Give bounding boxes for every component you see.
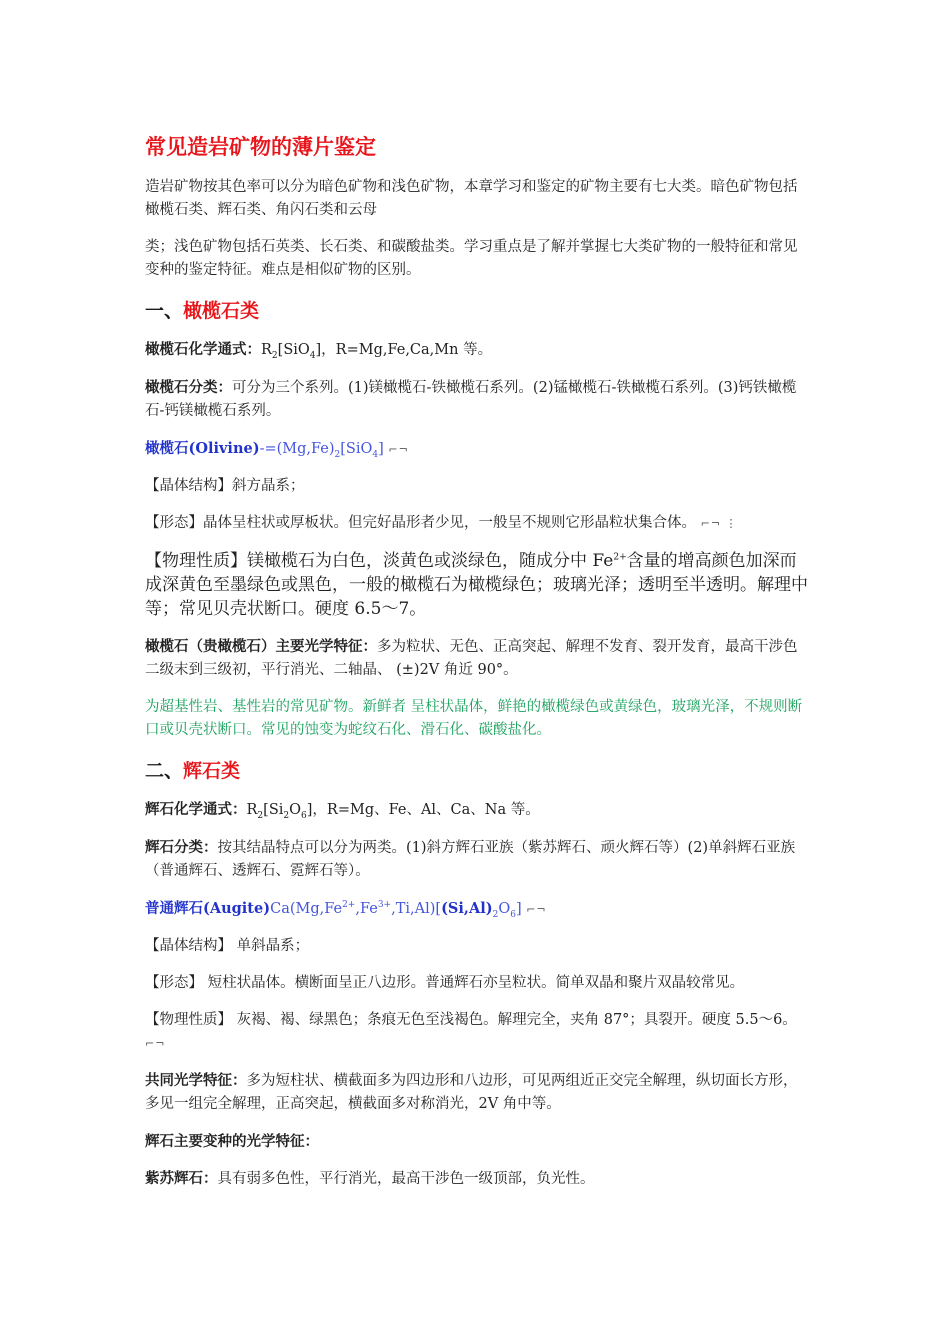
paragraph-mark-icon: ⌐¬ <box>526 903 547 916</box>
paragraph-mark-icon: ⌐¬ ⋮ <box>700 517 738 530</box>
section-number: 一、 <box>145 300 184 322</box>
section-title: 辉石类 <box>183 760 241 782</box>
paragraph-mark-icon: ⌐¬ <box>145 1037 166 1050</box>
olivine-physical: 【物理性质】镁橄榄石为白色，淡黄色或淡绿色，随成分中 $Fe^{2+}$含量的增高颜色加深而成深黄色至墨绿色或黑色，一般的橄榄石为橄榄绿色；玻璃光泽；透明至半透明。解理中等；常见贝壳状断口。硬度 6.5～7。 <box>145 551 808 619</box>
augite-form: 【形态】 短柱状晶体。横断面呈正八边形。普通辉石亦呈粒状。简单双晶和聚片双晶较常见。 <box>145 975 745 991</box>
olivine-form: 【形态】晶体呈柱状或厚板状。但完好晶形者少见，一般呈不规则它形晶粒状集合体。 ⌐¬ ⋮ <box>145 515 738 531</box>
section-title: 橄榄石类 <box>183 300 260 322</box>
augite-physical: 【物理性质】 灰褐、褐、绿黑色；条痕无色至浅褐色。解理完全，夹角 87°；具裂开。硬度 5.5～6。 ⌐¬ <box>145 1012 797 1050</box>
olivine-name-formula: $-=(Mg,Fe)_2[SiO_4]$ <box>259 441 384 460</box>
olivine-optical-label: 橄榄石（贵橄榄石）主要光学特征： <box>145 638 377 655</box>
hypersthene-label: 紫苏辉石： <box>145 1170 218 1187</box>
olivine-optical: 橄榄石（贵橄榄石）主要光学特征：多为粒状、无色、正高突起、解理不发育、裂开发育，最高干涉色二级末到三级初，平行消光、二轴晶、 (±)2V 角近 90°。 <box>145 638 798 678</box>
olivine-name: 橄榄石(Olivine) <box>145 440 260 457</box>
pyroxene-formula-label: 辉石化学通式： <box>145 801 247 818</box>
augite-crystal: 【晶体结构】 单斜晶系； <box>145 938 310 954</box>
page-title: 常见造岩矿物的薄片鉴定 <box>145 134 376 159</box>
pyroxene-formula: 辉石化学通式：$R_2[Si_2O_6]$，R=Mg、Fe、Al、Ca、Na 等。 <box>145 801 540 821</box>
olivine-formula-label: 橄榄石化学通式： <box>145 341 261 358</box>
section-heading-olivine <box>145 296 810 326</box>
olivine-formula: 橄榄石化学通式：$R_2[SiO_4]$，R=Mg,Fe,Ca,Mn 等。 <box>145 341 493 361</box>
olivine-name-line <box>145 437 810 461</box>
olivine-note: 为超基性岩、基性岩的常见矿物。新鲜者 呈柱状晶体，鲜艳的橄榄绿色或黄绿色，玻璃光泽，不规则断口或贝壳状断口。常见的蚀变为蛇纹石化、滑石化、碳酸盐化。 <box>145 699 803 738</box>
section-heading-pyroxene <box>145 756 810 786</box>
pyroxene-common-label: 共同光学特征： <box>145 1072 247 1089</box>
augite-name-line <box>145 897 810 921</box>
pyroxene-class-label: 辉石分类： <box>145 839 218 856</box>
olivine-classification: 橄榄石分类：可分为三个系列。(1)镁橄榄石-铁橄榄石系列。(2)锰橄榄石-铁橄榄石系列。(3)钙铁橄榄石-钙镁橄榄石系列。 <box>145 379 797 419</box>
paragraph-mark-icon: ⌐¬ <box>388 443 409 456</box>
olivine-crystal: 【晶体结构】斜方晶系； <box>145 478 305 494</box>
pyroxene-common-optical: 共同光学特征：多为短柱状、横截面多为四边形和八边形，可见两组近正交完全解理，纵切面长方形，多见一组完全解理，正高突起，横截面多对称消光，2V 角中等。 <box>145 1072 798 1112</box>
augite-name-formula: $Ca(Mg,Fe^{2+},Fe^{3+},Ti,Al)[(Si,Al)_2O_6]$ <box>270 900 522 920</box>
section-number: 二、 <box>145 760 184 782</box>
augite-name: 普通辉石(Augite) <box>145 900 271 917</box>
intro-paragraph-2: 类；浅色矿物包括石英类、长石类、和碳酸盐类。学习重点是了解并掌握七大类矿物的一般特征和常见变种的鉴定特征。难点是相似矿物的区别。 <box>145 239 798 278</box>
document-page <box>145 132 810 1205</box>
pyroxene-variants-heading: 辉石主要变种的光学特征： <box>145 1133 319 1150</box>
pyroxene-classification: 辉石分类：按其结晶特点可以分为两类。(1)斜方辉石亚族（紫苏辉石、顽火辉石等）(2)单斜辉石亚族（普通辉石、透辉石、霓辉石等）。 <box>145 839 796 879</box>
intro-paragraph-1: 造岩矿物按其色率可以分为暗色矿物和浅色矿物，本章学习和鉴定的矿物主要有七大类。暗色矿物包括橄榄石类、辉石类、角闪石类和云母 <box>145 179 798 218</box>
olivine-class-label: 橄榄石分类： <box>145 379 232 396</box>
hypersthene-optical: 紫苏辉石：具有弱多色性，平行消光，最高干涉色一级顶部，负光性。 <box>145 1170 595 1187</box>
